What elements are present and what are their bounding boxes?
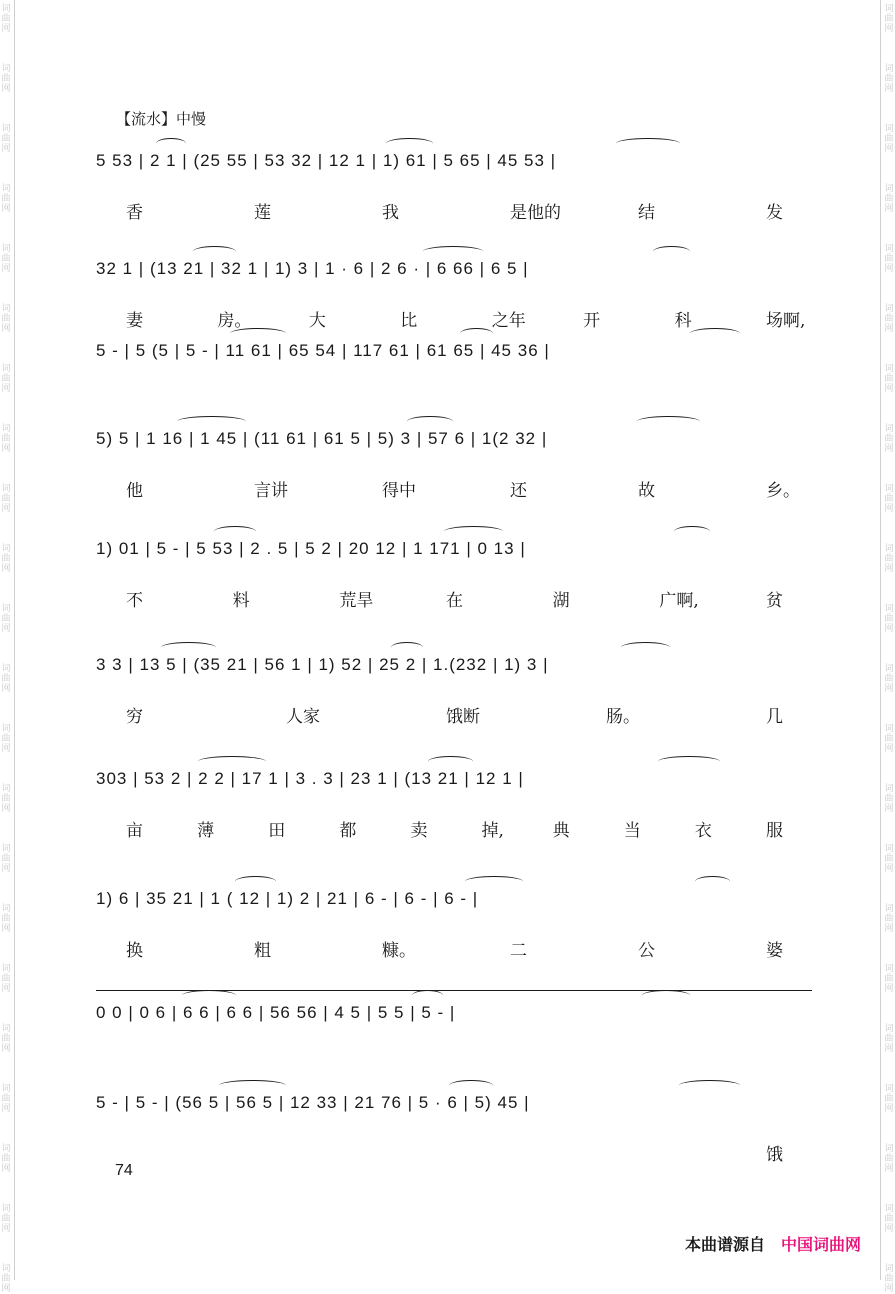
lyric-syllable: 故 (638, 481, 655, 501)
slur-mark (193, 246, 236, 257)
watermark-glyph: 词 曲 网 (884, 484, 894, 514)
lyric-syllable: 二 (510, 941, 527, 961)
lyric-syllable: 公 (638, 941, 655, 961)
slur-mark (198, 756, 266, 767)
watermark-glyph: 词 曲 网 (884, 1084, 894, 1114)
notation-line: 0 0 | 0 6 | 6 6 | 6 6 | 56 56 | 4 5 | 5 5 | 5 - | (96, 1003, 456, 1022)
lyric-syllable: 衣 (694, 821, 712, 841)
slur-mark (161, 642, 216, 653)
watermark-glyph: 词 曲 网 (884, 904, 894, 934)
left-margin-rule (14, 0, 15, 1280)
slur-mark (637, 416, 700, 427)
lyric-syllable: 料 (232, 591, 250, 611)
watermark-glyph: 词 曲 网 (1, 64, 11, 94)
watermark-glyph: 词 曲 网 (1, 1264, 11, 1294)
lyric-syllable: 房。 (217, 311, 252, 331)
lyric-syllable: 卖 (410, 821, 428, 841)
lyric-syllable: 湖 (552, 591, 570, 611)
right-watermark-strip (883, 0, 895, 1294)
lyric-syllable: 掉, (481, 821, 504, 841)
slur-mark (182, 990, 236, 1001)
watermark-glyph: 词 曲 网 (1, 244, 11, 274)
lyric-syllable: 典 (552, 821, 570, 841)
lyric-syllable: 他 (126, 481, 143, 501)
notation-line: 5 - | 5 - | (56 5 | 56 5 | 12 33 | 21 76 | 5 · 6 | 5) 45 | (96, 1093, 530, 1112)
watermark-glyph: 词 曲 网 (884, 1264, 894, 1294)
lyric-syllable: 亩 (126, 821, 143, 841)
notation-line: 303 | 53 2 | 2 2 | 17 1 | 3 . 3 | 23 1 | (13 21 | 12 1 | (96, 769, 524, 788)
watermark-glyph: 词 曲 网 (884, 64, 894, 94)
lyric-syllable: 大 (308, 311, 326, 331)
slur-mark (658, 756, 720, 767)
lyric-syllable: 几 (766, 707, 783, 727)
lyric-syllable: 香 (126, 203, 143, 223)
slur-mark (674, 526, 710, 537)
slur-mark (679, 1080, 740, 1091)
slur-mark (428, 756, 473, 767)
slur-mark (423, 246, 483, 257)
watermark-glyph: 词 曲 网 (884, 124, 894, 154)
lyric-syllable: 妻 (126, 311, 143, 331)
watermark-glyph: 词 曲 网 (1, 424, 11, 454)
lyric-syllable: 都 (339, 821, 357, 841)
lyric-syllable: 服 (766, 821, 783, 841)
slur-mark (460, 328, 493, 339)
watermark-glyph: 词 曲 网 (1, 1084, 11, 1114)
slur-mark (465, 876, 523, 887)
page-number: 74 (115, 1162, 133, 1179)
slur-mark (386, 138, 433, 149)
lyric-syllable: 乡。 (766, 481, 800, 501)
lyric-syllable: 在 (446, 591, 463, 611)
notation-line: 5 - | 5 (5 | 5 - | 11 61 | 65 54 | 117 61 | 61 65 | 45 36 | (96, 341, 550, 360)
lyric-syllable: 得中 (382, 481, 416, 501)
watermark-glyph: 词 曲 网 (1, 184, 11, 214)
lyric-syllable: 比 (400, 311, 418, 331)
staff-rule (96, 990, 812, 991)
slur-mark (177, 416, 246, 427)
watermark-glyph: 词 曲 网 (884, 544, 894, 574)
slur-mark (230, 328, 286, 339)
lyric-syllable: 婆 (766, 941, 783, 961)
lyric-syllable: 换 (126, 941, 143, 961)
watermark-glyph: 词 曲 网 (1, 904, 11, 934)
watermark-glyph: 词 曲 网 (1, 1204, 11, 1234)
lyric-syllable: 发 (766, 203, 783, 223)
slur-mark (156, 138, 186, 149)
watermark-glyph: 词 曲 网 (884, 724, 894, 754)
source-site-link[interactable]: 中国词曲网 (780, 1235, 861, 1254)
slur-mark (391, 642, 423, 653)
lyric-syllable: 饿断 (446, 707, 480, 727)
watermark-glyph: 词 曲 网 (884, 1144, 894, 1174)
slur-mark (412, 990, 443, 1001)
watermark-glyph: 词 曲 网 (884, 424, 894, 454)
lyric-syllable: 莲 (254, 203, 271, 223)
slur-mark (616, 138, 680, 149)
watermark-glyph: 词 曲 网 (1, 1144, 11, 1174)
lyric-syllable: 饿 (766, 1145, 783, 1165)
watermark-glyph: 词 曲 网 (1, 844, 11, 874)
lyric-syllable: 薄 (197, 821, 215, 841)
watermark-glyph: 词 曲 网 (1, 4, 11, 34)
watermark-glyph: 词 曲 网 (884, 4, 894, 34)
tempo-marking: 【流水】中慢 (116, 110, 207, 128)
slur-mark (621, 642, 670, 653)
watermark-glyph: 词 曲 网 (884, 1024, 894, 1054)
lyric-syllable: 之年 (491, 311, 526, 331)
watermark-glyph: 词 曲 网 (1, 784, 11, 814)
watermark-glyph: 词 曲 网 (1, 604, 11, 634)
slur-mark (235, 876, 276, 887)
slur-mark (219, 1080, 286, 1091)
slur-mark (690, 328, 740, 339)
slur-mark (642, 990, 690, 1001)
lyric-syllable: 不 (126, 591, 143, 611)
lyric-syllable: 荒旱 (339, 591, 374, 611)
watermark-glyph: 词 曲 网 (1, 964, 11, 994)
lyric-syllable: 广啊, (659, 591, 699, 611)
watermark-glyph: 词 曲 网 (884, 664, 894, 694)
watermark-glyph: 词 曲 网 (1, 1024, 11, 1054)
watermark-glyph: 词 曲 网 (884, 184, 894, 214)
watermark-glyph: 词 曲 网 (1, 724, 11, 754)
notation-line: 5 53 | 2 1 | (25 55 | 53 32 | 12 1 | 1) 61 | 5 65 | 45 53 | (96, 151, 557, 170)
watermark-glyph: 词 曲 网 (1, 364, 11, 394)
slur-mark (407, 416, 453, 427)
lyric-syllable: 是他的 (510, 203, 561, 223)
watermark-glyph: 词 曲 网 (884, 244, 894, 274)
watermark-glyph: 词 曲 网 (1, 544, 11, 574)
slur-mark (449, 1080, 493, 1091)
slur-mark (695, 876, 730, 887)
slur-mark (444, 526, 503, 537)
left-watermark-strip (0, 0, 12, 1294)
right-margin-rule (880, 0, 881, 1280)
lyric-syllable: 糠。 (382, 941, 416, 961)
lyric-syllable: 贫 (766, 591, 783, 611)
lyric-syllable: 人家 (286, 707, 320, 727)
watermark-glyph: 词 曲 网 (884, 304, 894, 334)
lyric-syllable: 开 (583, 311, 601, 331)
lyric-syllable: 我 (382, 203, 399, 223)
slur-mark (214, 526, 256, 537)
slur-mark (653, 246, 690, 257)
watermark-glyph: 词 曲 网 (1, 304, 11, 334)
notation-line: 1) 01 | 5 - | 5 53 | 2 . 5 | 5 2 | 20 12 | 1 171 | 0 13 | (96, 539, 526, 558)
watermark-glyph: 词 曲 网 (884, 604, 894, 634)
lyric-syllable: 场啊, (766, 311, 806, 331)
source-prefix: 本曲谱源自 (684, 1235, 765, 1254)
source-footer (685, 1232, 861, 1255)
lyric-syllable: 科 (674, 311, 692, 331)
notation-line: 5) 5 | 1 16 | 1 45 | (11 61 | 61 5 | 5) 3 | 57 6 | 1(2 32 | (96, 429, 548, 448)
lyric-syllable: 还 (510, 481, 527, 501)
watermark-glyph: 词 曲 网 (884, 964, 894, 994)
watermark-glyph: 词 曲 网 (1, 484, 11, 514)
lyric-syllable: 穷 (126, 707, 143, 727)
lyric-syllable: 结 (638, 203, 655, 223)
watermark-glyph: 词 曲 网 (1, 664, 11, 694)
lyric-syllable: 肠。 (606, 707, 640, 727)
notation-line: 1) 6 | 35 21 | 1 ( 12 | 1) 2 | 21 | 6 - | 6 - | 6 - | (96, 889, 479, 908)
watermark-glyph: 词 曲 网 (884, 1204, 894, 1234)
notation-line: 32 1 | (13 21 | 32 1 | 1) 3 | 1 · 6 | 2 6 · | 6 66 | 6 5 | (96, 259, 529, 278)
watermark-glyph: 词 曲 网 (1, 124, 11, 154)
notation-line: 3 3 | 13 5 | (35 21 | 56 1 | 1) 52 | 25 2 | 1.(232 | 1) 3 | (96, 655, 549, 674)
lyric-syllable: 言讲 (254, 481, 288, 501)
lyric-syllable: 田 (268, 821, 286, 841)
lyric-syllable: 粗 (254, 941, 271, 961)
watermark-glyph: 词 曲 网 (884, 364, 894, 394)
watermark-glyph: 词 曲 网 (884, 844, 894, 874)
lyric-syllable: 当 (623, 821, 641, 841)
watermark-glyph: 词 曲 网 (884, 784, 894, 814)
